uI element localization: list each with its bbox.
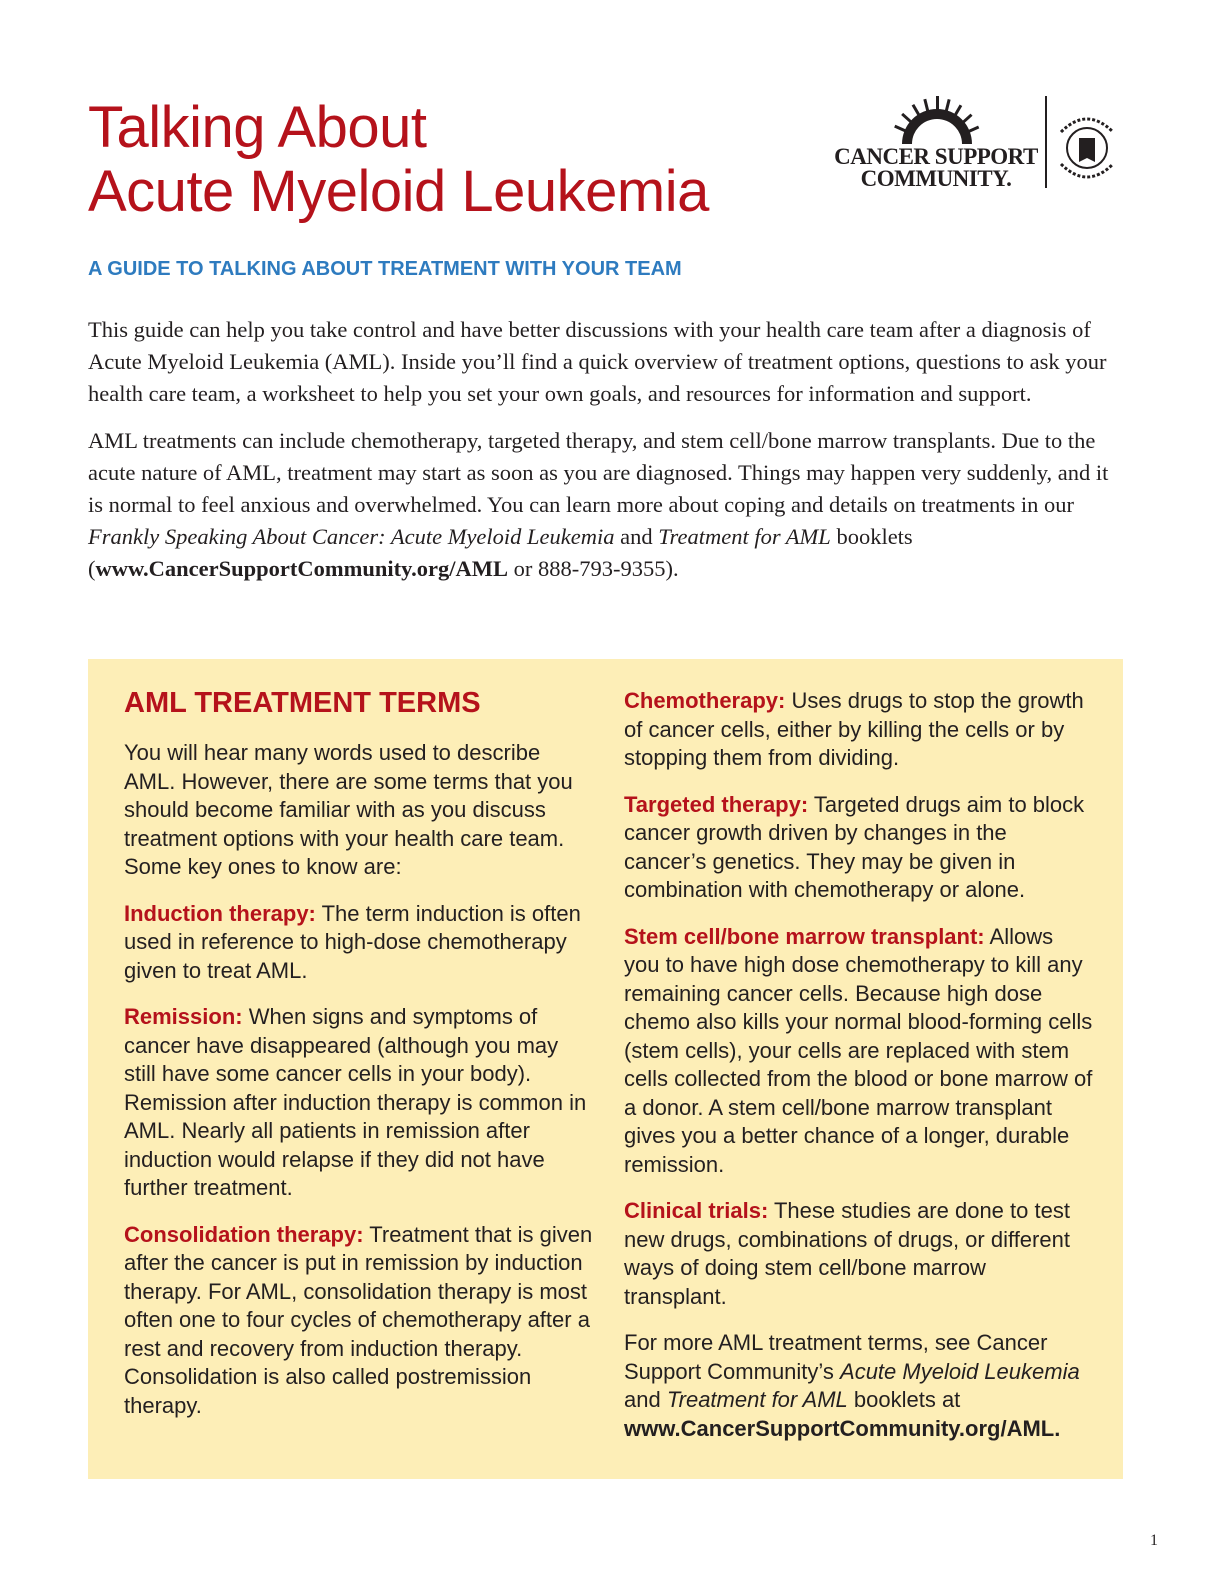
term-induction-therapy (124, 900, 594, 986)
term-targeted-therapy (624, 791, 1094, 905)
term-definition: Allows you to have high dose chemotherapy to kill any remaining cancer cells. Because high dose chemo also kills your normal blood-forming cells (stem cells), your cells are replaced with stem cells collected from the blood or bone marrow of a donor. A stem cell/bone marrow transplant gives you a better chance of a longer, durable remission. (624, 923, 1093, 1177)
term-label: Stem cell/bone marrow transplant: (624, 923, 985, 949)
title-line-1: Talking About (88, 95, 427, 160)
more-terms-text: booklets at (847, 1387, 961, 1412)
booklet-title-treatment: Treatment for AML (658, 524, 831, 549)
intro-paragraph-2 (88, 425, 1128, 585)
booklet-title-aml: Acute Myeloid Leukemia (840, 1358, 1080, 1384)
gildas-club-seal-icon (1051, 112, 1123, 184)
title-line-2: Acute Myeloid Leukemia (88, 159, 709, 224)
term-label: Chemotherapy: (624, 688, 786, 713)
cancer-support-community-logo (826, 92, 1126, 192)
logo-text-line-1: CANCER SUPPORT (834, 144, 1038, 169)
terms-left-column (124, 659, 594, 1438)
page-title (88, 96, 709, 224)
terms-heading: AML TREATMENT TERMS (124, 687, 481, 719)
term-remission (124, 1003, 594, 1203)
terms-right-column (624, 659, 1094, 1461)
term-stem-cell-transplant (624, 923, 1094, 1180)
term-clinical-trials (624, 1197, 1094, 1311)
intro-p2-text: booklets ( (88, 524, 913, 581)
sunburst-icon (892, 96, 982, 146)
treatment-terms-box (88, 659, 1123, 1479)
term-label: Clinical trials: (624, 1198, 769, 1223)
intro-p2-text: or 888-793-9355). (508, 556, 679, 581)
terms-intro: You will hear many words used to describe AML. However, there are some terms that you should become familiar with as you discuss treatment options with your health care team. Some key ones to know are: (124, 740, 573, 879)
term-label: Induction therapy: (124, 900, 316, 926)
term-consolidation-therapy (124, 1221, 594, 1421)
guide-subtitle: A GUIDE TO TALKING ABOUT TREATMENT WITH YOUR TEAM (88, 258, 682, 280)
intro-p2-text: AML treatments can include chemotherapy, targeted therapy, and stem cell/bone marrow transplants. Due to the acute nature of AML, treatment may start as soon as you are diagnosed. Things may happen very suddenly, and it is normal to feel anxious and overwhelmed. You can learn more about coping and details on treatments in our (88, 428, 1109, 517)
booklet-title-frankly-speaking: Frankly Speaking About Cancer: Acute Myeloid Leukemia (88, 524, 615, 549)
term-definition: Targeted drugs aim to block cancer growth driven by changes in the cancer’s genetics. They may be given in combination with chemotherapy or alone. (624, 791, 1085, 902)
term-label: Consolidation therapy: (124, 1221, 364, 1247)
more-terms-text: and (624, 1387, 667, 1412)
logo-divider (1045, 96, 1047, 188)
intro-section (88, 314, 1128, 600)
more-terms-text: For more AML treatment terms, see Cancer Support Community’s (624, 1330, 1048, 1384)
term-definition: When signs and symptoms of cancer have disappeared (although you may still have some cancer cells in your body). Remission after induction therapy is common in AML. Nearly all patients in remission after induction would relapse if they did not have further treatment. (124, 1004, 587, 1200)
website-link[interactable]: www.CancerSupportCommunity.org/AML. (624, 1415, 1061, 1441)
logo-text-line-2: COMMUNITY. (860, 166, 1012, 191)
term-label: Remission: (124, 1004, 243, 1029)
booklet-title-treatment: Treatment for AML (666, 1387, 848, 1412)
term-definition: Treatment that is given after the cancer is put in remission by induction therapy. For AML, consolidation therapy is most often one to four cycles of chemotherapy after a rest and recovery from induction therapy. Consolidation is also called postremission therapy. (124, 1221, 593, 1418)
intro-paragraph-1: This guide can help you take control and have better discussions with your health care team after a diagnosis of Acute Myeloid Leukemia (AML). Inside you’ll find a quick overview of treatment options, questions to ask your health care team, a worksheet to help you set your own goals, and resources for information and support. (88, 317, 1107, 406)
website-link[interactable]: www.CancerSupportCommunity.org/AML (95, 556, 509, 581)
term-definition: These studies are done to test new drugs, combinations of drugs, or different ways of doing stem cell/bone marrow transplant. (624, 1198, 1070, 1309)
term-chemotherapy (624, 687, 1094, 773)
intro-p2-text: and (614, 524, 659, 549)
more-terms-note (624, 1329, 1094, 1443)
term-definition: Uses drugs to stop the growth of cancer cells, either by killing the cells or by stopping them from dividing. (624, 688, 1084, 770)
term-definition: The term induction is often used in reference to high-dose chemotherapy given to treat AML. (124, 900, 581, 983)
term-label: Targeted therapy: (624, 791, 809, 817)
page-number: 1 (1150, 1532, 1158, 1549)
